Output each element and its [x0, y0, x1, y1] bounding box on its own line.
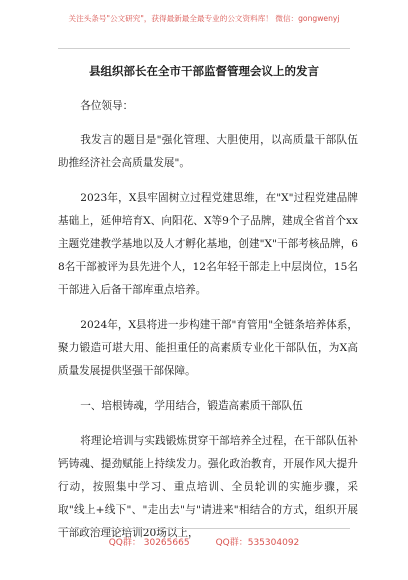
body-paragraph: 我发言的题目是"强化管理、大胆使用，以高质量干部队伍助推经济社会高质量发展"。 [58, 134, 358, 169]
footer [0, 535, 408, 548]
document-title: 县组织部长在全市干部监督管理会议上的发言 [89, 64, 319, 78]
header-banner: 关注头条号"公文研究"，获得最新最全最专业的公文资料库！ 微信：gongwenyj [68, 14, 340, 23]
body-paragraph: 将理论培训与实践锻炼贯穿干部培养全过程，在干部队伍补钙铸魂、提劲赋能上持续发力。强化政治教育，开展作风大提升行动，按照集中学习、重点培训、全员轮训的实施步骤，采取"线上+线下"、"走出去"与"请进来"相结合的方式，组织开展干部政治理论培训20场以上， [58, 435, 358, 539]
body-paragraph: 2024年，X县将进一步构建干部"育管用"全链条培养体系，聚力锻造可堪大用、能担重任的高素质专业化干部队伍，为X高质量发展提供坚强干部保障。 [58, 319, 358, 377]
footer-qq-group-1: QQ群： 30265665 [108, 538, 190, 548]
footer-divider [58, 528, 350, 529]
document-body [58, 95, 358, 557]
header-divider [58, 48, 350, 49]
greeting-paragraph: 各位领导： [80, 100, 134, 112]
body-paragraph: 2023年，X县牢固树立过程党建思维，在"X"过程党建品牌基础上，延伸培育X、向阳花、X等9个子品牌，建成全省首个xx主题党建教学基地以及人才孵化基地，创建"X"干部考核品牌，68名干部被评为县先进个人，12名年轻干部走上中层岗位，15名干部进入后备干部库重点培养。 [58, 192, 358, 296]
section-heading: 一、培根铸魂，学用结合，锻造高素质干部队伍 [80, 400, 303, 412]
footer-qq-group-2: QQ群：535304092 [215, 538, 300, 548]
